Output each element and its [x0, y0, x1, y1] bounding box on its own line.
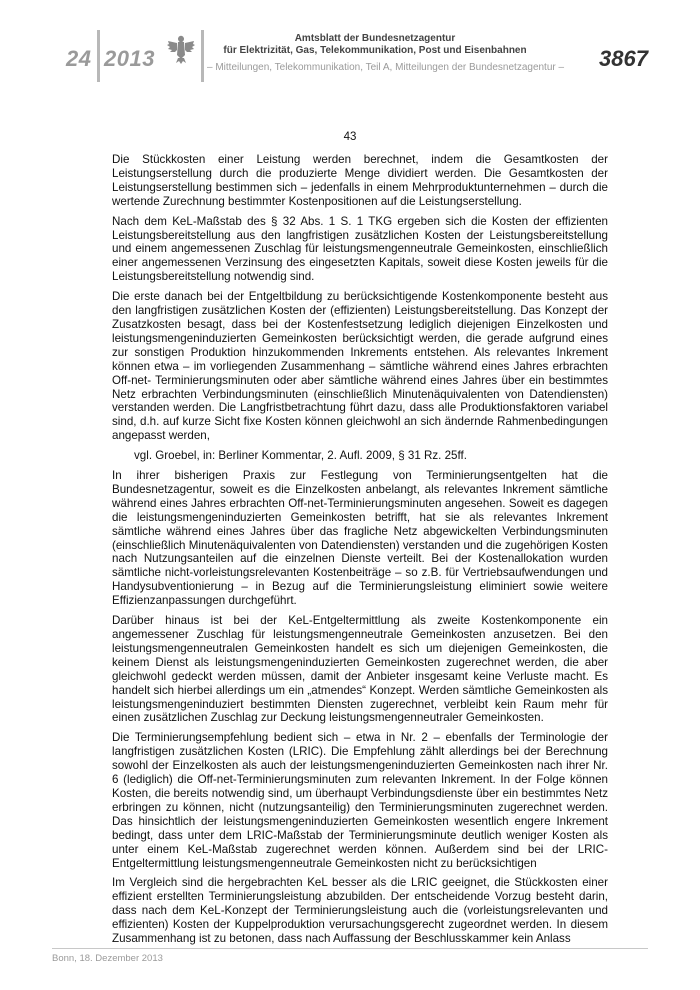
gazette-page-number: 3867	[599, 46, 648, 71]
page-header	[0, 0, 700, 85]
citation: vgl. Groebel, in: Berliner Kommentar, 2. Aufl. 2009, § 31 Rz. 25ff.	[134, 449, 467, 463]
header-divider-right	[201, 30, 204, 82]
header-divider	[97, 30, 100, 82]
gazette-title: Amtsblatt der Bundesnetzagentur	[294, 33, 456, 44]
paragraph: Im Vergleich sind die hergebrachten KeL besser als die LRIC geeignet, die Stückkosten einer effizient erstellten Terminierungsleistung abzubilden. Der entscheidende Vorzug besteht darin, dass nach dem KeL-Konzept der Terminierungsleistung auch die (vorleistungsrelevanten und effizienten) Kosten der Kuppelproduktion verursachungsgerecht zugeordnet werden. In diesem Zusammenhang ist zu betonen, dass nach Auffassung der Beschlusskammer kein Anlass	[112, 876, 608, 946]
paragraph: Nach dem KeL-Maßstab des § 32 Abs. 1 S. 1 TKG ergeben sich die Kosten der effizienten Leistungsbereitstellung aus den langfristigen zusätzlichen Kosten der Leistungsbereitstellung und einem angemessenen Zuschlag für leistungsmengenneutrale Gemeinkosten, einschließlich einer angemessenen Verzinsung des eingesetzten Kapitals, soweit diese Kosten jeweils für die Leistungsbereitstellung notwendig sind.	[112, 214, 608, 284]
document-page-number: 43	[343, 131, 357, 143]
gazette-subtitle: – Mitteilungen, Telekommunikation, Teil A, Mitteilungen der Bundesnetzagentur –	[207, 62, 565, 73]
paragraph: In ihrer bisherigen Praxis zur Festlegung von Terminierungsentgelten hat die Bundesnetzagentur, soweit es die Einzelkosten anbelangt, als relevantes Inkrement sämtliche während eines Jahres erbrachten Off-net-Terminierungsminuten angesehen. Soweit es dagegen die leistungsmengeninduzierten Gemeinkosten betrifft, hat sie als relevantes Inkrement sämtliche während eines Jahres über das fragliche Netz abgewickelten Verbindungsminuten (einschließlich Minutenäquivalenten von Datendiensten) verstanden und die zugehörigen Kosten nach Nutzungsanteilen auf die einzelnen Dienste verteilt. Bei der Kostenallokation wurden sämtliche nicht-vorleistungsrelevanten Kostenbeiträge – so z.B. für Vertriebsaufwendungen und Handysubventionierung – in Bezug auf die Terminierungsleistung eliminiert sowie weitere Effizienzanpassungen durchgeführt.	[112, 469, 608, 608]
issue-year: 2013	[104, 46, 155, 71]
paragraph: Die Terminierungsempfehlung bedient sich – etwa in Nr. 2 – ebenfalls der Terminologie der langfristigen zusätzlichen Kosten (LRIC). Die Empfehlung zählt allerdings bei der Berechnung sowohl der Einzelkosten als auch der leistungsmengeninduzierten Gemeinkosten nach ihrer Nr. 6 (lediglich) die Off-net-Terminierungsminuten zum relevanten Inkrement. In der Folge können Kosten, die bereits notwendig sind, um überhaupt Verbindungsdienste über ein bestimmtes Netz erbringen zu können, nicht (nutzungsanteilig) den Terminierungsminuten zugerechnet werden. Das hinsichtlich der leistungsmengeninduzierten Gemeinkosten wesentlich engere Inkrement bedingt, dass unter dem LRIC-Maßstab der Terminierungsminute deutlich weniger Kosten als unter einem KeL-Maßstab zugerechnet werden können. Außerdem sind bei der LRIC-Entgeltermittlung leistungsmengenneutrale Gemeinkosten nicht zu berücksichtigen	[112, 731, 608, 870]
footer-date: Bonn, 18. Dezember 2013	[52, 953, 163, 964]
gazette-title-scope: für Elektrizität, Gas, Telekommunikation, Post und Eisenbahnen	[223, 45, 527, 56]
issue-number: 24	[66, 46, 92, 71]
footer-divider	[52, 948, 648, 949]
paragraph: Die erste danach bei der Entgeltbildung zu berücksichtigende Kostenkomponente besteht aus den langfristigen zusätzlichen Kosten der (effizienten) Leistungsbereitstellung. Das Konzept der Zusatzkosten besagt, dass bei der Kostenfestsetzung lediglich diejenigen Einzelkosten und leistungsmengeninduzierten Gemeinkosten berücksichtigt werden, die gerade aufgrund eines zur sonstigen Produktion hinzukommenden Inkrements entstehen. Als relevantes Inkrement können etwa – im vorliegenden Zusammenhang – sämtliche während eines Jahres erbrachten Off-net- Terminierungsminuten oder aber sämtliche während eines Jahres über ein bestimmtes Netz erbrachten Verbindungsminuten (einschließlich Minutenäquivalenten von Datendiensten) verstanden werden. Die Langfristbetrachtung führt dazu, dass alle Produktionsfaktoren variabel sind, d.h. auf kurze Sicht fixe Kosten können gleichwohl an sich ändernde Rahmenbedingungen angepasst werden,	[112, 290, 608, 443]
issue-label	[66, 46, 155, 72]
federal-eagle-icon	[166, 33, 196, 65]
paragraph: Die Stückkosten einer Leistung werden berechnet, indem die Gesamtkosten der Leistungserstellung durch die produzierte Menge dividiert werden. Die Gesamtkosten der Leistungserstellung bestimmen sich – jedenfalls in einem Mehrproduktunternehmen – durch die wertende Zurechnung bestimmter Kostenpositionen auf die Leistungserstellung.	[112, 153, 608, 208]
body-text	[112, 153, 608, 952]
paragraph: Darüber hinaus ist bei der KeL-Entgeltermittlung als zweite Kostenkomponente ein angemessener Zuschlag für leistungsmengenneutrale Gemeinkosten anzusetzen. Bei den leistungsmengenneutralen Gemeinkosten handelt es sich um diejenigen Gemeinkosten, die keinem Dienst als leistungsmengeninduzierten Gemeinkosten zugerechnet werden, die aber gleichwohl gedeckt werden müssen, damit der Anbieter insgesamt keine Verluste macht. Es handelt sich hierbei allerdings um ein „atmendes“ Konzept. Werden sämtliche Gemeinkosten als leistungsmengeninduziert bestimmten Diensten zugerechnet, verbleibt kein Raum mehr für einen zusätzlichen Zuschlag zur Deckung leistungsmengenneutraler Gemeinkosten.	[112, 614, 608, 725]
